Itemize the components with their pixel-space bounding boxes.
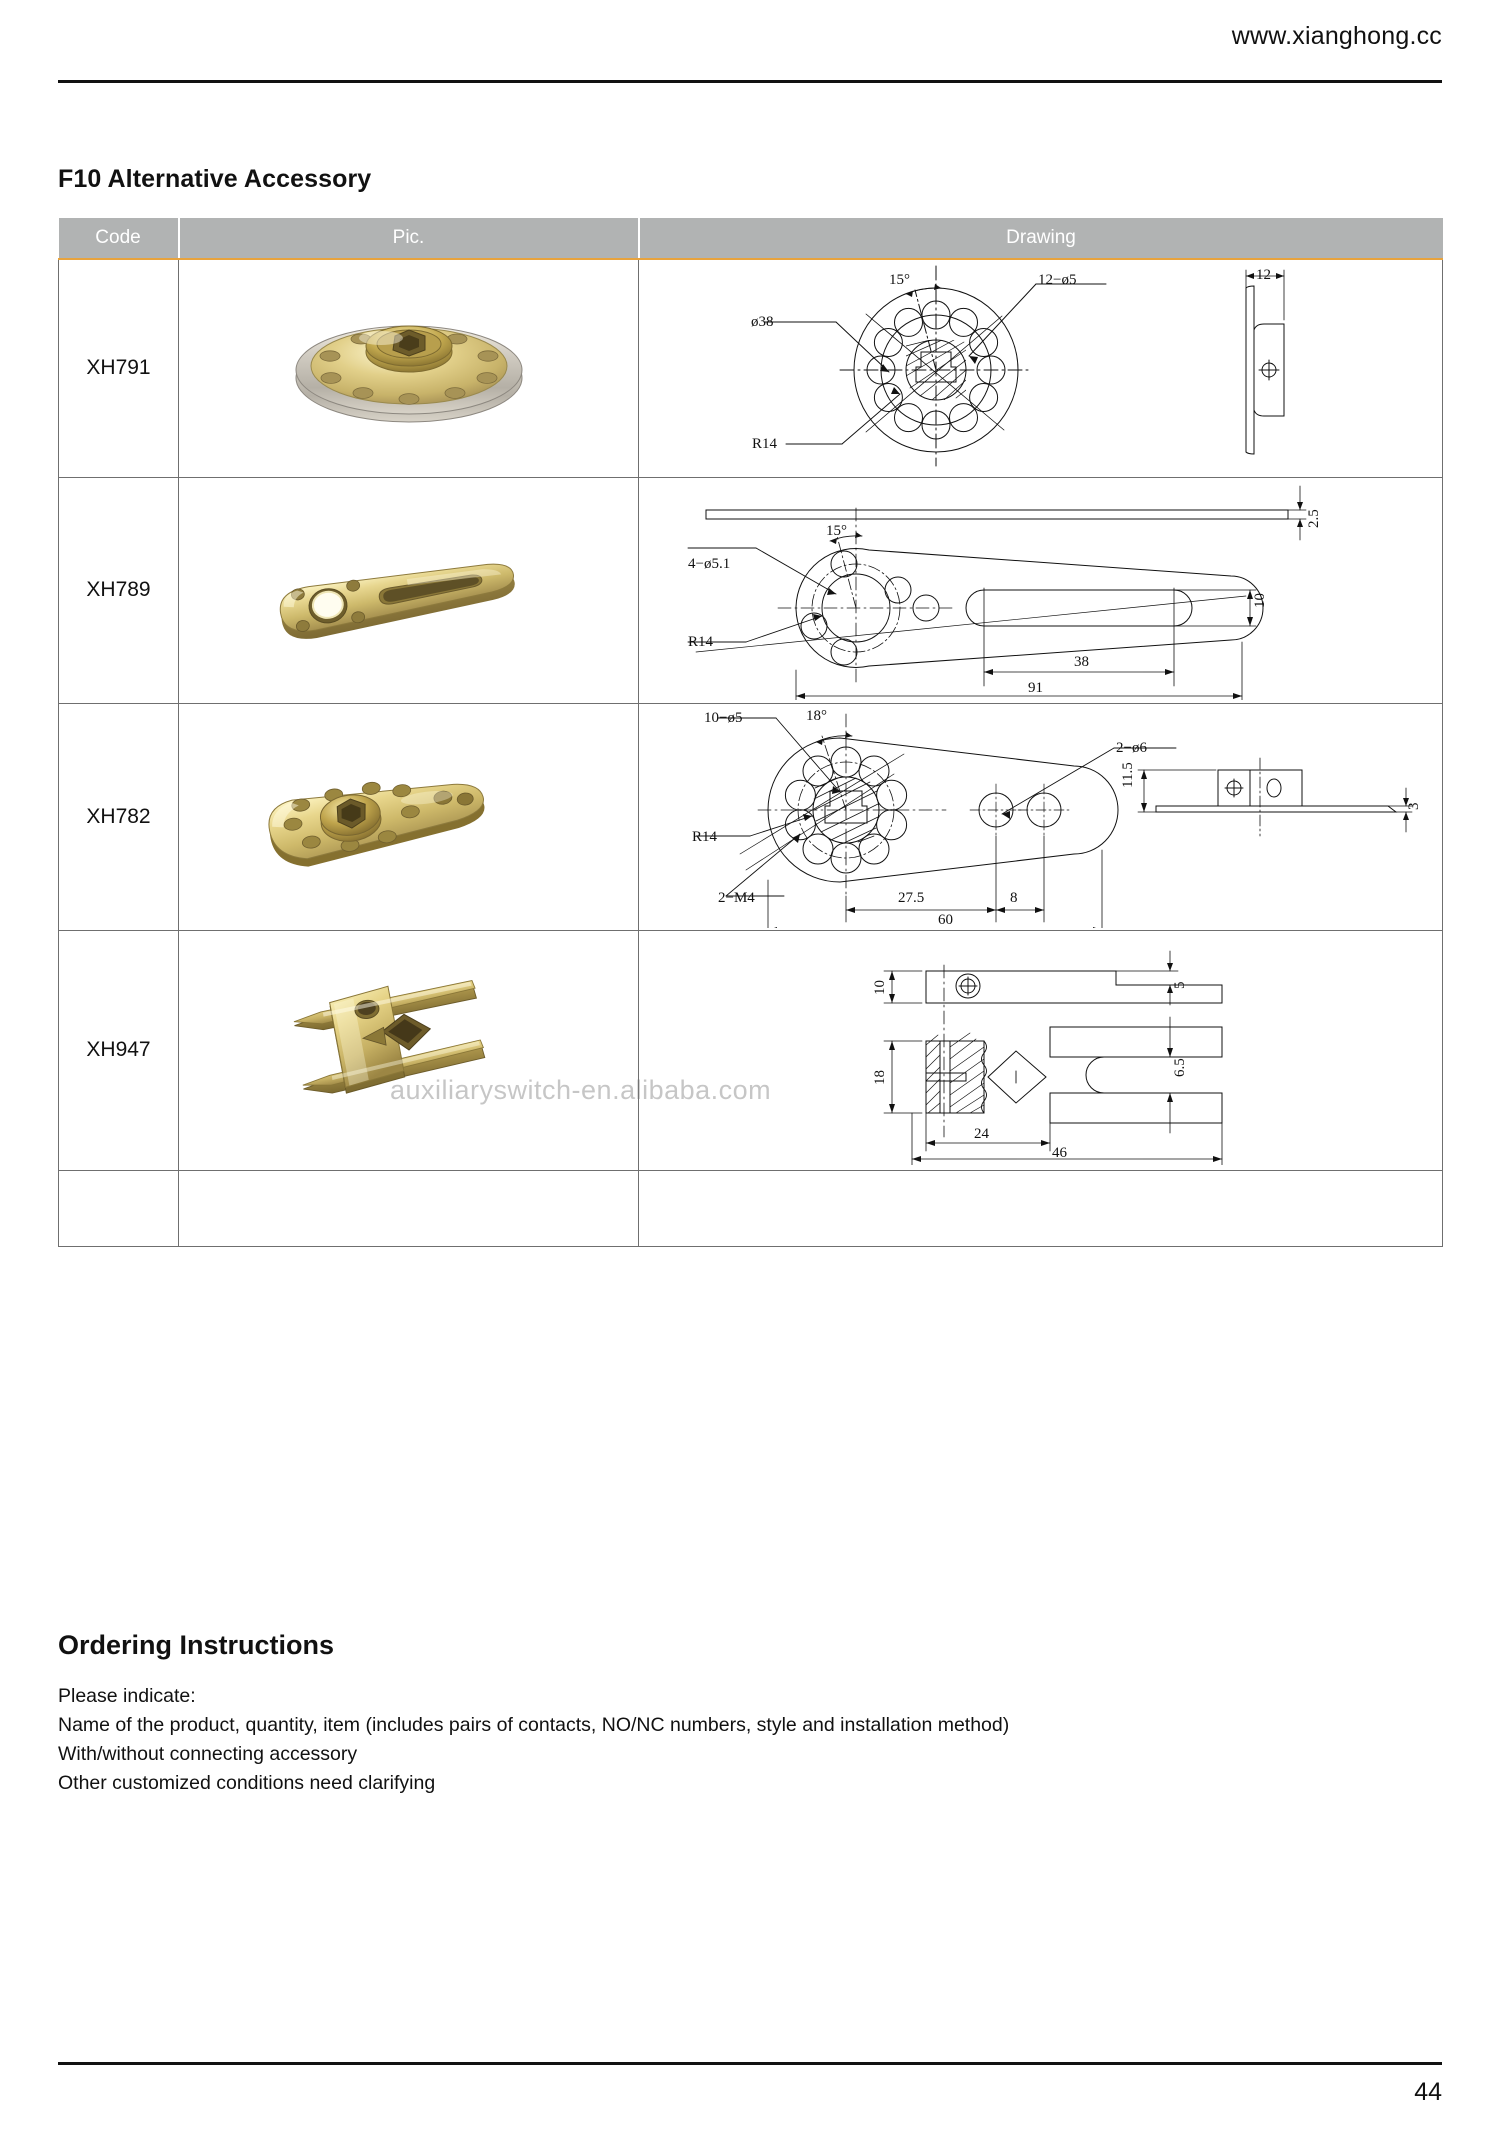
label-thickness-3: 3 <box>1405 802 1422 810</box>
label-body-height-18: 18 <box>871 1070 888 1085</box>
table-row <box>59 477 1443 703</box>
table-row <box>59 930 1443 1170</box>
label-dim-8: 8 <box>1009 889 1017 906</box>
label-top-right-5: 5 <box>1171 981 1188 989</box>
label-angle-15: 15° <box>825 523 847 539</box>
cell-empty-drawing <box>639 1170 1443 1246</box>
label-holes-2x6: 2−ø6 <box>1115 739 1147 756</box>
ordering-instructions-list <box>58 1682 1009 1798</box>
label-holes-12: 12−ø5 <box>1037 272 1076 289</box>
clevis-fork-block-photo <box>179 931 638 1170</box>
cell-pic-xh791 <box>179 259 639 477</box>
cell-drawing-xh947 <box>639 930 1443 1170</box>
page-header <box>0 0 1500 92</box>
slotted-lever-arm-photo <box>179 478 638 703</box>
label-dim-27-5: 27.5 <box>897 889 924 906</box>
cell-code-xh947: XH947 <box>59 930 179 1170</box>
cell-drawing-xh789 <box>639 477 1443 703</box>
table-row <box>59 703 1443 930</box>
label-dim-46: 46 <box>1051 1145 1067 1161</box>
label-angle-18: 18° <box>805 707 827 724</box>
label-height-11-5: 11.5 <box>1119 761 1136 788</box>
label-thread-2-m4: 2−M4 <box>717 889 755 906</box>
cell-empty-pic <box>179 1170 639 1246</box>
label-overall-91: 91 <box>1027 680 1043 696</box>
label-diameter-38: ø38 <box>750 314 773 331</box>
label-thickness-12: 12 <box>1255 267 1271 284</box>
header-divider <box>58 80 1442 83</box>
cell-pic-xh947 <box>179 930 639 1170</box>
cell-code-xh782: XH782 <box>59 703 179 930</box>
ordering-line: Please indicate: <box>58 1685 196 1707</box>
accessory-table <box>58 218 1443 1247</box>
cell-code-xh789: XH789 <box>59 477 179 703</box>
label-dim-24: 24 <box>973 1126 989 1142</box>
watermark-text: auxiliaryswitch-en.alibaba.com <box>390 1075 772 1105</box>
table-header-row <box>59 218 1443 259</box>
round-flange-disc-photo <box>179 260 638 477</box>
label-radius-r14: R14 <box>691 828 717 845</box>
cell-drawing-xh782 <box>639 703 1443 930</box>
label-angle-15: 15° <box>888 272 910 289</box>
cell-pic-xh789 <box>179 477 639 703</box>
label-fork-gap-6-5: 6.5 <box>1171 1058 1188 1077</box>
site-url: www.xianghong.cc <box>1231 22 1442 50</box>
triangular-crank-plate-photo <box>179 704 638 930</box>
technical-drawing-xh947 <box>639 931 1442 1170</box>
technical-drawing-xh782 <box>639 704 1442 930</box>
cell-pic-xh782 <box>179 703 639 930</box>
cell-empty-code <box>59 1170 179 1246</box>
cell-drawing-xh791 <box>639 259 1443 477</box>
page-title: F10 Alternative Accessory <box>58 165 372 193</box>
table-row <box>59 259 1443 477</box>
ordering-line: Other customized conditions need clarifying <box>58 1772 436 1794</box>
label-holes-4x5-1: 4−ø5.1 <box>687 556 730 572</box>
ordering-line: Name of the product, quantity, item (includes pairs of contacts, NO/NC numbers, style and installation method) <box>58 1714 1010 1736</box>
column-header-code: Code <box>59 218 179 259</box>
label-holes-10x5: 10−ø5 <box>703 709 742 726</box>
cell-code-xh791: XH791 <box>59 259 179 477</box>
page-number: 44 <box>1414 2078 1442 2106</box>
label-slot-length-38: 38 <box>1073 654 1089 670</box>
technical-drawing-xh789 <box>639 478 1442 703</box>
label-radius-r14: R14 <box>687 634 713 650</box>
column-header-pic: Pic. <box>179 218 639 259</box>
label-overall-60: 60 <box>937 911 953 928</box>
label-slot-width-10: 10 <box>1251 593 1268 608</box>
table-row-empty <box>59 1170 1443 1246</box>
ordering-instructions-title: Ordering Instructions <box>58 1630 335 1660</box>
technical-drawing-xh791 <box>639 260 1442 477</box>
footer-divider <box>58 2062 1442 2065</box>
label-top-height-10: 10 <box>871 980 888 995</box>
column-header-drawing: Drawing <box>639 218 1443 259</box>
label-thickness-2-5: 2.5 <box>1305 509 1322 528</box>
label-radius-r14: R14 <box>751 436 777 453</box>
ordering-line: With/without connecting accessory <box>58 1743 358 1765</box>
